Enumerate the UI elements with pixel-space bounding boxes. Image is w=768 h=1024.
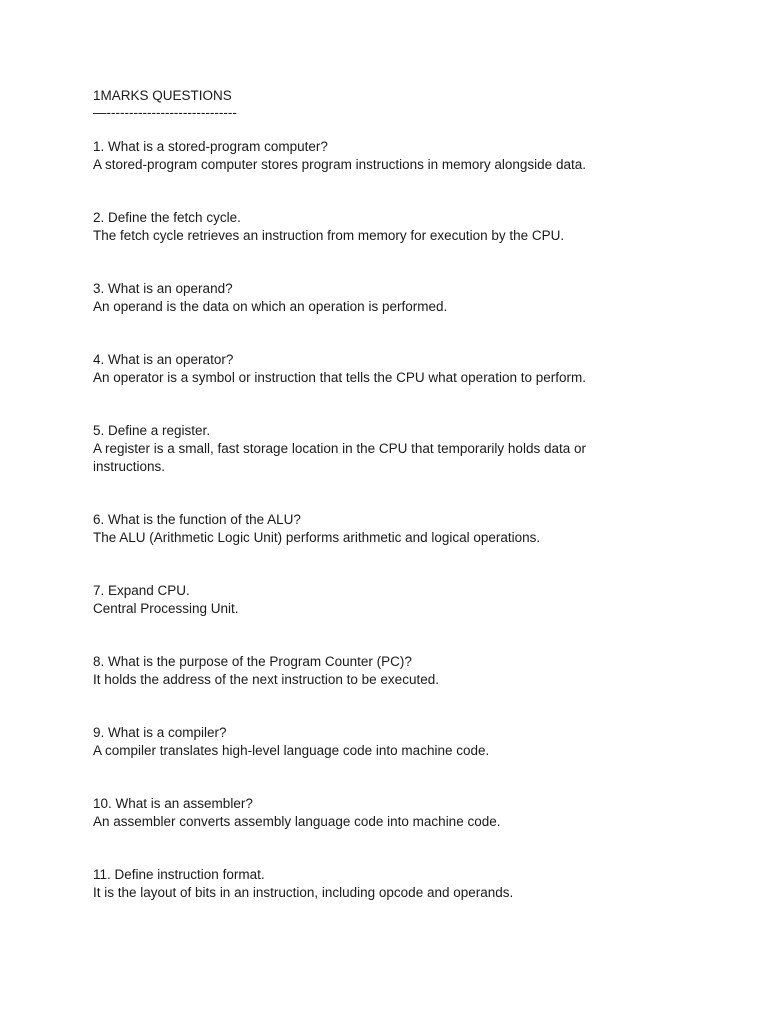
question-text: 3. What is an operand? [93, 281, 233, 296]
answer-text: Central Processing Unit. [93, 601, 239, 616]
question-text: 5. Define a register. [93, 423, 211, 438]
answer-text: An operator is a symbol or instruction that tells the CPU what operation to perform. [93, 370, 586, 385]
question-item [93, 795, 693, 831]
question-text: 6. What is the function of the ALU? [93, 512, 301, 527]
answer-text: The ALU (Arithmetic Logic Unit) performs arithmetic and logical operations. [93, 530, 541, 545]
question-text: 10. What is an assembler? [93, 796, 253, 811]
question-item [93, 209, 693, 245]
answer-text: It holds the address of the next instruction to be executed. [93, 672, 439, 687]
question-item [93, 422, 693, 476]
question-text: 2. Define the fetch cycle. [93, 210, 241, 225]
question-text: 8. What is the purpose of the Program Counter (PC)? [93, 654, 412, 669]
question-text: 4. What is an operator? [93, 352, 234, 367]
question-item [93, 351, 693, 387]
answer-text: The fetch cycle retrieves an instruction from memory for execution by the CPU. [93, 228, 565, 243]
question-item [93, 653, 693, 689]
question-item [93, 280, 693, 316]
question-item [93, 138, 693, 174]
page-title: 1MARKS QUESTIONS [93, 88, 232, 103]
question-text: 11. Define instruction format. [93, 867, 265, 882]
question-item [93, 724, 693, 760]
answer-text: A compiler translates high-level language code into machine code. [93, 743, 490, 758]
answer-text: An assembler converts assembly language code into machine code. [93, 814, 501, 829]
question-list [93, 138, 693, 902]
question-item [93, 582, 693, 618]
document-page [93, 87, 693, 937]
answer-text: A stored-program computer stores program instructions in memory alongside data. [93, 157, 586, 172]
question-item [93, 866, 693, 902]
title-underline: —----------------------------- [93, 105, 237, 120]
question-text: 9. What is a compiler? [93, 725, 227, 740]
answer-text: An operand is the data on which an operation is performed. [93, 299, 448, 314]
answer-text: It is the layout of bits in an instruction, including opcode and operands. [93, 885, 514, 900]
question-text: 7. Expand CPU. [93, 583, 190, 598]
question-text: 1. What is a stored-program computer? [93, 139, 328, 154]
question-item [93, 511, 693, 547]
answer-text: A register is a small, fast storage location in the CPU that temporarily holds data or instructions. [93, 441, 586, 474]
